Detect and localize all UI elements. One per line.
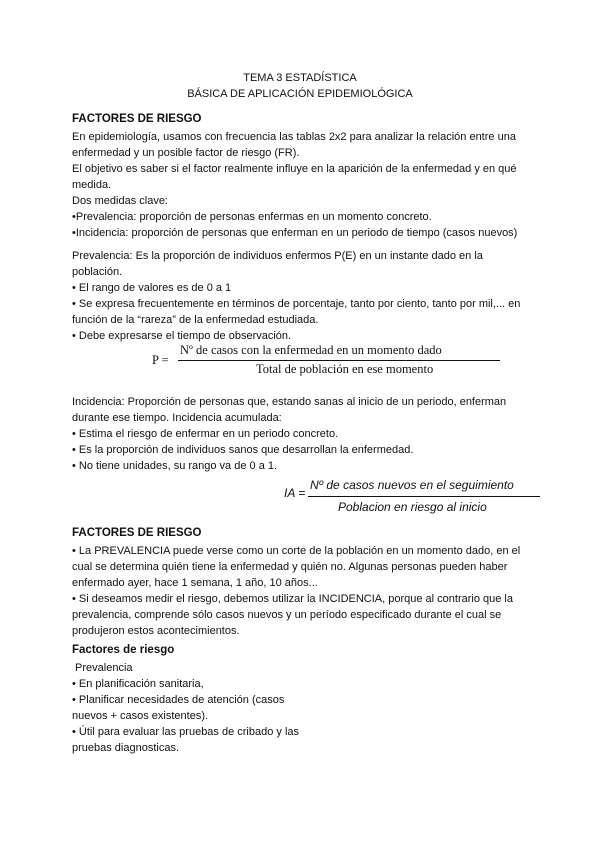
formula-denominator: Poblacion en riesgo al inicio (338, 500, 487, 514)
formula-denominator: Total de población en ese momento (256, 362, 434, 376)
text-line: Prevalencia: Es la proporción de individuos enfermos P(E) en un instante dado en la (72, 250, 483, 262)
text-line: Prevalencia (72, 662, 133, 674)
doc-title-line-2: BÁSICA DE APLICACIÓN EPIDEMIOLÓGICA (187, 88, 413, 100)
text-line: • Útil para evaluar las pruebas de cribado y las (72, 726, 300, 738)
text-line: nuevos + casos existentes). (72, 710, 209, 722)
section-heading-factores-3: Factores de riesgo (72, 644, 175, 656)
text-line: durante ese tiempo. Incidencia acumulada: (72, 412, 282, 424)
text-line: • La PREVALENCIA puede verse como un corte de la población en un momento dado, en el (72, 545, 521, 557)
fraction-bar (308, 496, 540, 497)
text-line: Incidencia: Proporción de personas que, estando sanas al inicio de un periodo, enferman (72, 396, 507, 408)
doc-title-line-1: TEMA 3 ESTADÍSTICA (243, 72, 357, 84)
text-line: • Se expresa frecuentemente en términos de porcentaje, tanto por ciento, tanto por mil,... en (72, 298, 521, 310)
text-line: Dos medidas clave: (72, 195, 168, 207)
text-line: medida. (72, 179, 112, 191)
incidencia-paragraph (72, 394, 532, 474)
text-line: enfermedad y un posible factor de riesgo (FR). (72, 147, 300, 159)
text-line: • Planificar necesidades de atención (casos (72, 694, 285, 706)
text-line: •Prevalencia: proporción de personas enfermas en un momento concreto. (72, 211, 432, 223)
formula-numerator: Nº de casos con la enfermedad en un momento dado (180, 343, 442, 357)
section-heading-factores-2: FACTORES DE RIESGO (72, 527, 202, 539)
fraction-bar (178, 360, 500, 361)
section-heading-factores: FACTORES DE RIESGO (72, 113, 202, 125)
text-line: • En planificación sanitaria, (72, 678, 204, 690)
text-line: cual se determina quién tiene la enfermedad y quién no. Algunas personas pueden haber (72, 561, 508, 573)
text-line: El objetivo es saber si el factor realmente influye en la aparición de la enfermedad y en qué (72, 163, 517, 175)
text-line: • Debe expresarse el tiempo de observación. (72, 330, 292, 342)
text-line: • Es la proporción de individuos sanos que desarrollan la enfermedad. (72, 444, 414, 456)
formula-numerator: Nº de casos nuevos en el seguimiento (310, 478, 514, 492)
formula-lhs: P = (152, 353, 169, 367)
text-line: En epidemiología, usamos con frecuencia las tablas 2x2 para analizar la relación entre una (72, 131, 516, 143)
text-line: • Estima el riesgo de enfermar en un periodo concreto. (72, 428, 339, 440)
formula-lhs: IA = (284, 486, 306, 500)
text-line: • No tiene unidades, su rango va de 0 a 1. (72, 460, 278, 472)
factores-paragraph (72, 543, 532, 639)
text-line: prevalencia, comprende sólo casos nuevos y un período especificado durante el cual se (72, 609, 502, 621)
text-line: • El rango de valores es de 0 a 1 (72, 282, 232, 294)
text-line: • Si deseamos medir el riesgo, debemos utilizar la INCIDENCIA, porque al contrario que la (72, 593, 513, 605)
text-line: enfermado ayer, hace 1 semana, 1 año, 10 años... (72, 577, 318, 589)
intro-paragraph (72, 129, 532, 241)
text-line: produjeron estos acontecimientos. (72, 625, 240, 637)
prevalencia-paragraph (72, 248, 532, 344)
text-line: población. (72, 266, 123, 278)
text-line: función de la “rareza” de la enfermedad estudiada. (72, 314, 319, 326)
text-line: •Incidencia: proporción de personas que enferman en un periodo de tiempo (casos nuevos) (72, 227, 518, 239)
text-line: pruebas diagnosticas. (72, 742, 180, 754)
factores-list (72, 660, 532, 756)
